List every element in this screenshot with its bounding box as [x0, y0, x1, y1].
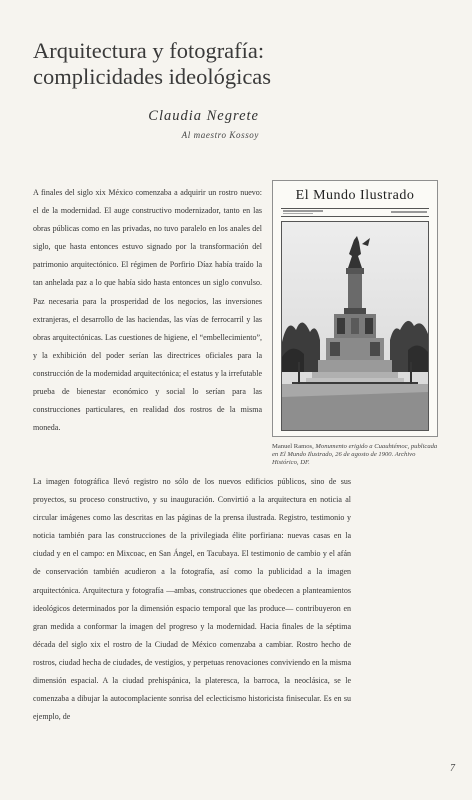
dedication: Al maestro Kossoy — [181, 130, 259, 140]
caption-author: Manuel Ramos, — [272, 443, 314, 450]
article-title — [33, 38, 453, 90]
monument-photo — [281, 221, 429, 431]
paragraph-2: La imagen fotográfica llevó registro no sólo de los nuevos edificios públicos, sino de sus proyectos, su proceso constructivo, y su inauguración. Convirtió a la arquitectura en noticia al circular imágenes como las descritas en las páginas de la prensa ilustrada. Registro, testimonio y noticia también para las construcciones de la privilegiada élite porfiriana: nuevas casas en la ciudad y en el campo: en Mixcoac, en San Ángel, en Tacubaya. El testimonio de cambio y el afán de conservación también acudieron a la fotografía, así como la publicidad a la imagen arquitectónica. Arquitectura y fotografía —ambas, construcciones que obedecen a planteamientos ideológicos determinados por la dimensión espacio temporal que las produce— contribuyeron en gran medida a conformar la imagen del progreso y la modernidad. Hacia finales de la séptima década del siglo xix el rostro de la Ciudad de México comenzaba a cambiar. Rostro hecho de rostros, ciudad hecha de ciudades, de vestigios, y perpetuas renovaciones conviviendo en la misma dimensión espacial. A la ciudad prehispánica, la plateresca, la barroca, la neoclásica, se le comenzaba a dibujar la autocomplaciente sonrisa del eclecticismo historicista finisecular. Es en su ejemplo, de — [33, 477, 351, 722]
figure — [272, 180, 438, 468]
author-name: Claudia Negrete — [148, 108, 259, 124]
newspaper-masthead: El Mundo Ilustrado — [295, 188, 415, 203]
masthead-meta — [283, 209, 427, 215]
caption-rest: publicada en El Mundo Ilustrado, 26 de agosto de 1900. Archivo Histórico, DF. — [272, 443, 438, 467]
monument-illustration — [282, 222, 428, 430]
masthead-rule — [281, 216, 429, 217]
newspaper-cover-image — [272, 180, 438, 437]
body-column — [33, 184, 262, 437]
title-line-2: complicidades ideológicas — [33, 64, 272, 89]
body-full-width — [33, 473, 351, 726]
page-number: 7 — [450, 763, 455, 774]
paragraph-1: A finales del siglo xix México comenzaba a adquirir un rostro nuevo: el de la modernidad. El auge constructivo modernizador, tanto en las obras públicas como en las privadas, no tuvo paralelo en los anales del siglo, que hasta entonces estuvo signado por la transformación del patrimonio arquitectónico. El régimen de Porfirio Díaz había traído la tan anhelada paz a lo que había sido hasta entonces un siglo convulso. Paz necesaria para la prosperidad de los negocios, las inversiones extranjeras, el desarrollo de las haciendas, las vías de ferrocarril y las obras arquitectónicas. Las cuestiones de higiene, el “embellecimiento”, y la exhibición del poder serían las directrices oficiales para la construcción de la modernidad arquitectónica; el estatus y la irrefutable prueba de bienestar económico y social lo serían para las construcciones particulares, en realidad dos rostros de la misma moneda. — [33, 188, 262, 433]
figure-caption — [272, 443, 438, 468]
title-line-1: Arquitectura y fotografía: — [33, 38, 265, 63]
caption-title: Monumento erigido a Cuauhtémoc, — [315, 443, 410, 450]
